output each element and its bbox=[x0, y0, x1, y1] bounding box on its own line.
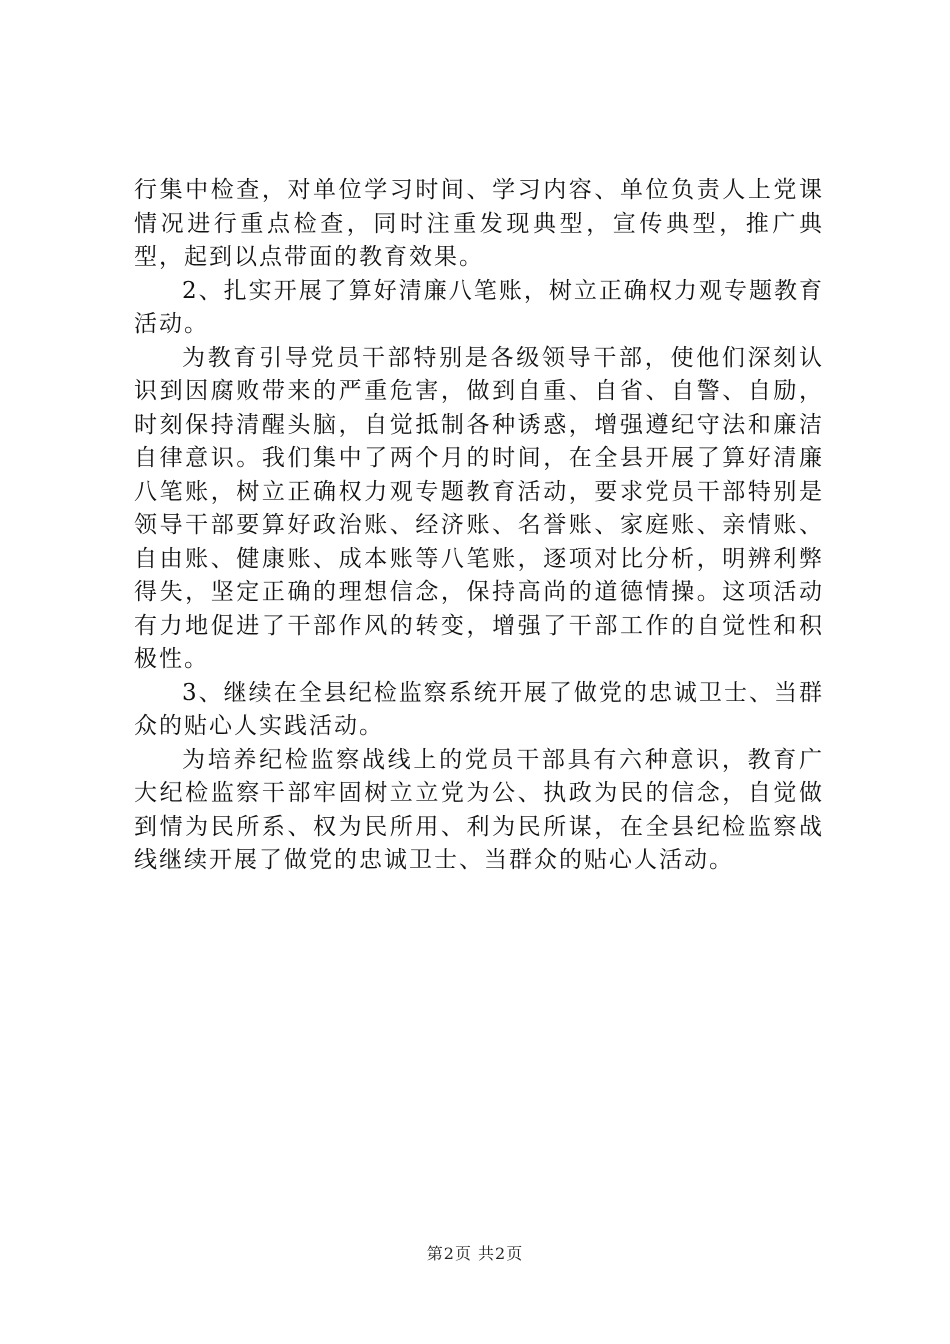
document-body bbox=[134, 174, 824, 878]
page-footer: 第2页 共2页 bbox=[426, 1244, 524, 1263]
paragraph-body-2: 为教育引导党员干部特别是各级领导干部，使他们深刻认识到因腐败带来的严重危害，做到自重、自省、自警、自励，时刻保持清醒头脑，自觉抵制各种诱惑，增强遵纪守法和廉洁自律意识。我们集中了两个月的时间，在全县开展了算好清廉八笔账，树立正确权力观专题教育活动，要求党员干部特别是领导干部要算好政治账、经济账、名誉账、家庭账、亲情账、自由账、健康账、成本账等八笔账，逐项对比分析，明辨利弊得失，坚定正确的理想信念，保持高尚的道德情操。这项活动有力地促进了干部作风的转变，增强了干部工作的自觉性和积极性。 bbox=[134, 344, 824, 672]
paragraph-continuation: 行集中检查，对单位学习时间、学习内容、单位负责人上党课情况进行重点检查，同时注重发现典型，宣传典型，推广典型，起到以点带面的教育效果。 bbox=[134, 177, 824, 270]
paragraph-heading-2: 2、扎实开展了算好清廉八笔账，树立正确权力观专题教育活动。 bbox=[134, 277, 824, 337]
paragraph-heading-3: 3、继续在全县纪检监察系统开展了做党的忠诚卫士、当群众的贴心人实践活动。 bbox=[134, 679, 824, 739]
paragraph-body-3: 为培养纪检监察战线上的党员干部具有六种意识，教育广大纪检监察干部牢固树立立党为公、执政为民的信念，自觉做到情为民所系、权为民所用、利为民所谋，在全县纪检监察战线继续开展了做党的忠诚卫士、当群众的贴心人活动。 bbox=[134, 746, 824, 873]
